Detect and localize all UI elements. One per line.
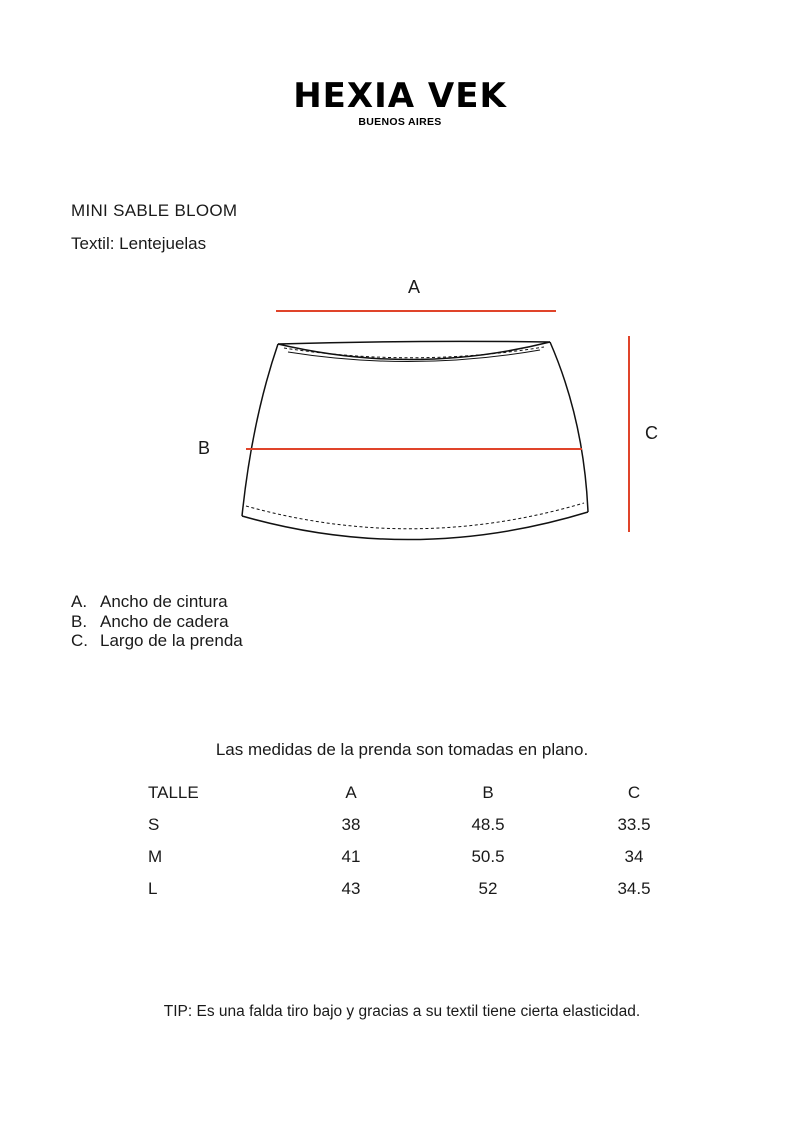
table-row [148,815,668,847]
brand-logo: HEXIA VEK [293,76,507,116]
header-c: C [627,783,641,802]
cell-size: S [148,815,160,834]
cell-a: 41 [341,847,361,866]
cell-a: 43 [341,879,361,898]
legend-text: Ancho de cadera [100,611,229,631]
header-a: A [345,783,357,802]
measurement-legend [71,592,243,651]
cell-c: 34.5 [617,879,651,898]
label-c: C [645,423,658,443]
legend-key: A. [71,592,88,611]
cell-size: M [148,847,163,866]
table-header-row [148,783,668,815]
legend-item-b [71,612,243,632]
brand-header [0,78,800,128]
legend-text: Ancho de cintura [100,592,228,611]
cell-c: 33.5 [617,815,651,834]
label-a: A [408,277,421,297]
tip-text: TIP: Es una falda tiro bajo y gracias a su textil tiene cierta elasticidad. [163,1003,641,1020]
skirt-diagram [0,270,800,560]
skirt-outline [242,341,588,539]
legend-key: B. [71,611,88,631]
cell-a: 38 [341,815,361,834]
legend-item-c [71,631,243,651]
product-name: MINI SABLE BLOOM [71,201,238,220]
cell-b: 50.5 [471,847,505,866]
cell-b: 48.5 [471,815,505,834]
cell-c: 34 [624,847,644,866]
brand-location: BUENOS AIRES [358,116,442,128]
label-b: B [198,438,211,458]
cell-size: L [148,879,158,898]
cell-b: 52 [478,879,498,898]
legend-text: Largo de la prenda [100,631,243,650]
header-b: B [482,783,494,802]
table-note: Las medidas de la prenda son tomadas en plano. [215,740,589,759]
header-talle: TALLE [148,783,199,802]
legend-item-a [71,592,243,612]
table-row [148,879,668,911]
legend-key: C. [71,631,88,650]
product-textile: Textil: Lentejuelas [71,234,207,253]
size-table [148,783,668,911]
table-row [148,847,668,879]
